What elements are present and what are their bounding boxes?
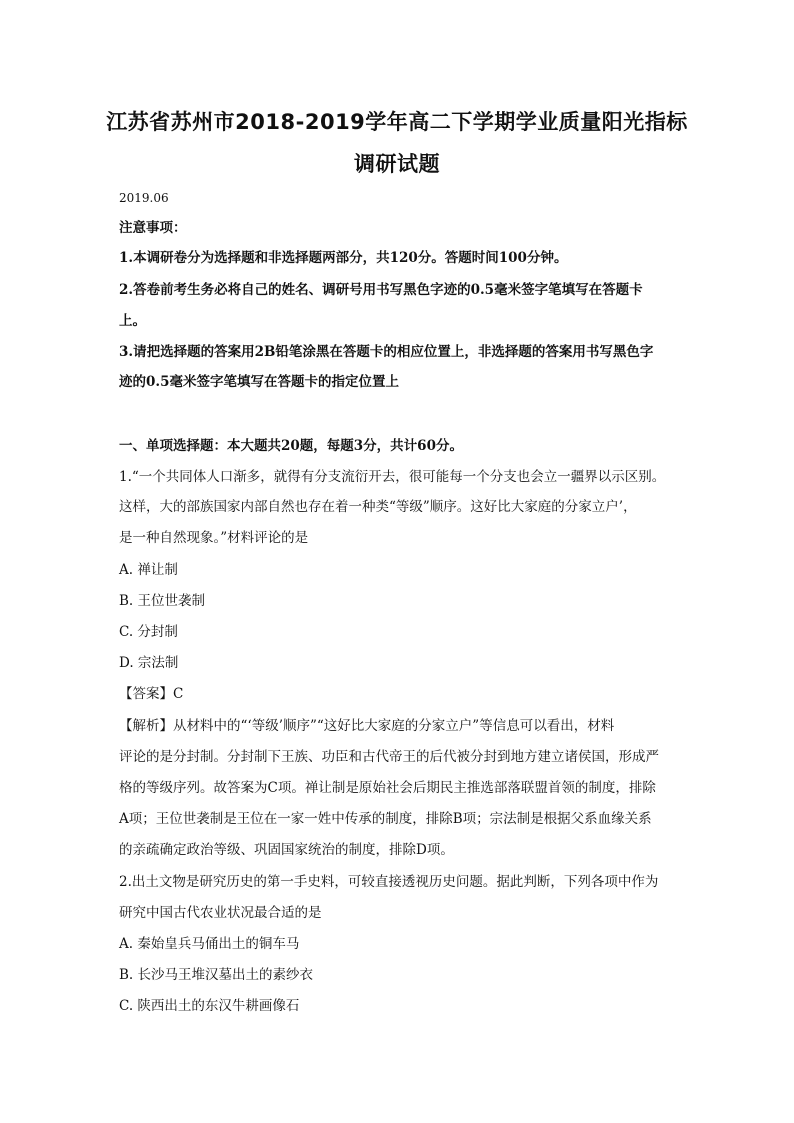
q1-stem-line3: 是一种自然现象。”材料评论的是 xyxy=(119,530,309,546)
q1-answer: 【答案】C xyxy=(119,686,184,702)
notice-item-1: 1.本调研卷分为选择题和非选择题两部分，共120分。答题时间100分钟。 xyxy=(119,250,568,266)
q1-option-c: C. 分封制 xyxy=(119,624,178,640)
q1-option-d: D. 宗法制 xyxy=(119,655,179,671)
section-1-heading: 一、单项选择题：本大题共20题，每题3分，共计60分。 xyxy=(119,438,463,454)
q2-option-c: C. 陕西出土的东汉牛耕画像石 xyxy=(119,998,300,1014)
notice-heading: 注意事项： xyxy=(119,220,187,236)
q1-analysis-line5: 的亲疏确定政治等级、巩固国家统治的制度，排除D项。 xyxy=(119,842,454,858)
q1-option-a: A. 禅让制 xyxy=(119,562,178,578)
notice-item-3-line1: 3.请把选择题的答案用2B铅笔涂黑在答题卡的相应位置上，非选择题的答案用书写黑色字 xyxy=(119,344,654,360)
exam-date: 2019.06 xyxy=(119,191,169,205)
notice-item-3-line2: 迹的0.5毫米签字笔填写在答题卡的指定位置上 xyxy=(119,374,399,390)
q2-stem-line1: 2.出土文物是研究历史的第一手史料，可较直接透视历史问题。据此判断，下列各项中作为 xyxy=(119,874,659,890)
document-title-line2: 调研试题 xyxy=(354,152,440,176)
q1-option-b: B. 王位世袭制 xyxy=(119,593,206,609)
notice-item-2-line1: 2.答卷前考生务必将自己的姓名、调研号用书写黑色字迹的0.5毫米签字笔填写在答题卡 xyxy=(119,282,643,298)
q1-stem-line2: 这样，大的部族国家内部自然也存在着一种类“等级”顺序。这好比大家庭的分家立户’， xyxy=(119,499,637,515)
q1-stem-line1: 1.“一个共同体人口渐多，就得有分支流衍开去，很可能每一个分支也会立一疆界以示区别。 xyxy=(119,469,666,485)
q2-option-a: A. 秦始皇兵马俑出土的铜车马 xyxy=(119,936,300,952)
q1-analysis-line4: A项；王位世袭制是王位在一家一姓中传承的制度，排除B项；宗法制是根据父系血缘关系 xyxy=(119,811,652,827)
document-title-line1: 江苏省苏州市2018-2019学年高二下学期学业质量阳光指标 xyxy=(106,110,688,134)
q1-analysis-line2: 评论的是分封制。分封制下王族、功臣和古代帝王的后代被分封到地方建立诸侯国，形成严 xyxy=(119,749,659,765)
q1-analysis-line3: 格的等级序列。故答案为C项。禅让制是原始社会后期民主推选部落联盟首领的制度，排除 xyxy=(119,780,656,796)
q1-analysis-line1: 【解析】从材料中的“‘等级’顺序”“这好比大家庭的分家立户”等信息可以看出，材料 xyxy=(119,718,615,734)
q2-stem-line2: 研究中国古代农业状况最合适的是 xyxy=(119,905,322,921)
notice-item-2-line2: 上。 xyxy=(119,313,146,329)
q2-option-b: B. 长沙马王堆汉墓出土的素纱衣 xyxy=(119,967,314,983)
